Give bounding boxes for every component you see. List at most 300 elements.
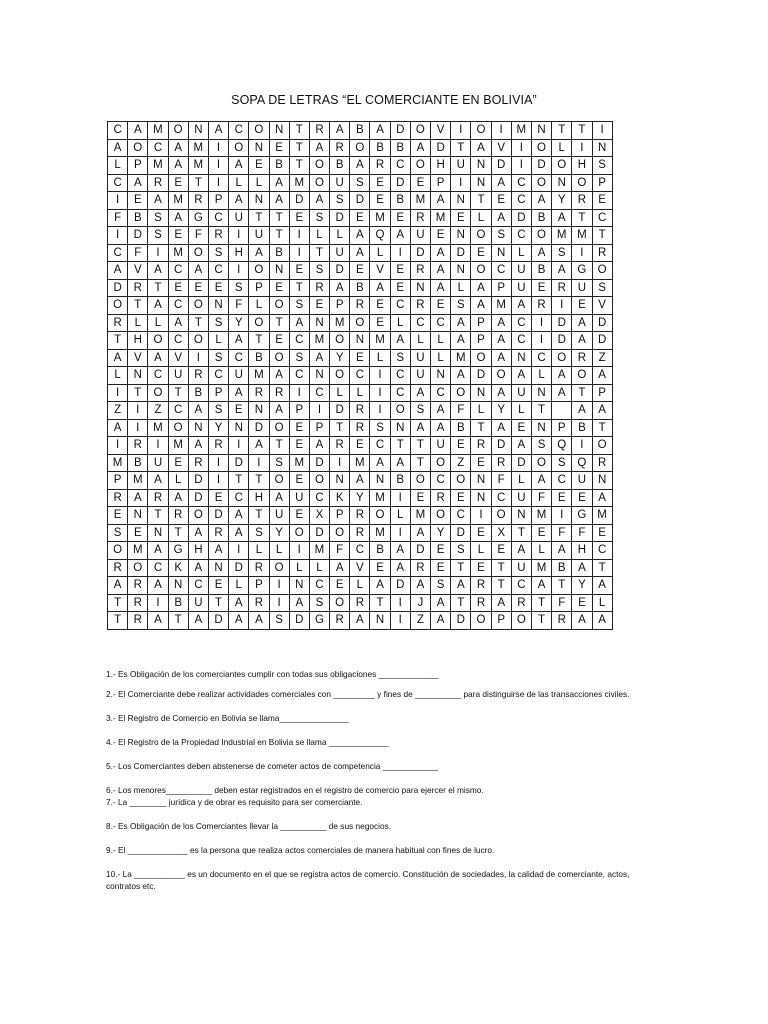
grid-cell: C [431, 314, 451, 332]
grid-cell: Z [148, 402, 168, 420]
grid-cell: A [148, 612, 168, 630]
grid-cell: P [128, 157, 148, 175]
question-item: 3.- El Registro de Comercio en Bolivia se llama_______________ [106, 713, 349, 723]
grid-cell: U [410, 367, 430, 385]
grid-cell: I [289, 384, 309, 402]
grid-cell: Z [451, 454, 471, 472]
grid-cell: S [531, 437, 551, 455]
grid-cell: T [108, 612, 128, 630]
grid-cell: M [128, 472, 148, 490]
grid-cell: C [350, 542, 370, 560]
grid-cell: S [108, 524, 128, 542]
grid-cell: I [451, 174, 471, 192]
grid-cell: O [289, 524, 309, 542]
grid-row [108, 594, 613, 612]
grid-cell: A [431, 279, 451, 297]
grid-cell: S [289, 349, 309, 367]
grid-cell: A [269, 367, 289, 385]
grid-cell: T [188, 174, 208, 192]
grid-cell: Y [431, 524, 451, 542]
grid-cell: T [572, 209, 592, 227]
grid-cell: A [229, 612, 249, 630]
grid-cell: S [208, 314, 228, 332]
grid-cell: F [108, 209, 128, 227]
grid-cell: R [208, 437, 228, 455]
grid-cell: B [168, 594, 188, 612]
grid-cell: I [309, 402, 329, 420]
grid-cell: C [108, 244, 128, 262]
grid-cell: O [451, 384, 471, 402]
grid-cell: A [572, 612, 592, 630]
grid-cell: L [309, 227, 329, 245]
grid-cell: E [491, 542, 511, 560]
grid-row [108, 507, 613, 525]
grid-cell: D [390, 577, 410, 595]
grid-cell: O [269, 472, 289, 490]
grid-cell: T [531, 402, 551, 420]
grid-cell: E [592, 192, 612, 210]
grid-cell: R [108, 489, 128, 507]
grid-cell: U [289, 489, 309, 507]
grid-cell: P [249, 279, 269, 297]
grid-cell: C [370, 437, 390, 455]
grid-cell: S [249, 524, 269, 542]
grid-cell: U [330, 244, 350, 262]
grid-cell: A [148, 349, 168, 367]
grid-cell: N [531, 122, 551, 140]
grid-cell: L [511, 472, 531, 490]
grid-cell: S [370, 419, 390, 437]
grid-cell: D [330, 262, 350, 280]
grid-cell: T [168, 612, 188, 630]
question-item: 4.- El Registro de la Propiedad Industrial en Bolivia se llama _____________ [106, 737, 389, 747]
grid-cell: M [370, 524, 390, 542]
grid-cell: T [269, 209, 289, 227]
grid-cell: I [552, 507, 572, 525]
grid-cell: M [128, 542, 148, 560]
grid-cell: C [390, 157, 410, 175]
grid-row [108, 174, 613, 192]
grid-cell: O [531, 139, 551, 157]
grid-cell: O [471, 349, 491, 367]
grid-cell: I [511, 139, 531, 157]
grid-cell: E [249, 157, 269, 175]
grid-cell: S [208, 402, 228, 420]
grid-cell: I [390, 489, 410, 507]
grid-cell: L [370, 349, 390, 367]
grid-cell: A [330, 122, 350, 140]
grid-cell: A [350, 244, 370, 262]
grid-cell: A [410, 384, 430, 402]
grid-cell: V [128, 262, 148, 280]
grid-cell: A [431, 402, 451, 420]
grid-cell: I [208, 454, 228, 472]
grid-cell: E [410, 489, 430, 507]
grid-cell: B [552, 559, 572, 577]
grid-cell: X [491, 524, 511, 542]
grid-cell: C [431, 384, 451, 402]
grid-cell: Z [410, 612, 430, 630]
grid-cell: I [229, 262, 249, 280]
grid-cell: E [289, 209, 309, 227]
grid-cell: A [572, 559, 592, 577]
grid-cell: R [128, 577, 148, 595]
grid-cell: E [511, 419, 531, 437]
grid-cell: E [289, 437, 309, 455]
grid-cell: L [511, 402, 531, 420]
grid-cell: T [471, 192, 491, 210]
grid-cell: A [128, 489, 148, 507]
grid-cell: R [350, 419, 370, 437]
grid-cell: E [350, 349, 370, 367]
grid-cell: L [431, 332, 451, 350]
grid-cell: P [552, 419, 572, 437]
grid-cell: A [410, 524, 430, 542]
grid-cell: I [390, 244, 410, 262]
grid-cell: M [168, 437, 188, 455]
grid-cell: F [229, 297, 249, 315]
grid-cell: M [148, 122, 168, 140]
grid-cell: U [229, 209, 249, 227]
grid-cell: A [188, 402, 208, 420]
grid-cell: L [511, 244, 531, 262]
grid-cell: A [168, 157, 188, 175]
grid-cell: B [330, 157, 350, 175]
grid-cell: T [108, 594, 128, 612]
grid-cell: U [330, 174, 350, 192]
grid-cell: O [330, 524, 350, 542]
grid-cell: D [511, 209, 531, 227]
grid-cell: O [410, 472, 430, 490]
grid-cell: T [269, 314, 289, 332]
grid-cell: E [128, 192, 148, 210]
grid-row [108, 122, 613, 140]
questions-list [106, 668, 662, 892]
grid-cell: A [471, 139, 491, 157]
grid-cell: M [188, 139, 208, 157]
grid-cell: C [229, 489, 249, 507]
grid-cell: A [431, 612, 451, 630]
grid-cell: I [390, 612, 410, 630]
grid-cell: V [592, 297, 612, 315]
grid-cell: N [370, 612, 390, 630]
grid-cell: R [552, 279, 572, 297]
grid-cell: A [592, 367, 612, 385]
grid-cell: T [269, 437, 289, 455]
grid-cell: I [370, 402, 390, 420]
grid-cell: R [350, 297, 370, 315]
grid-cell: I [269, 577, 289, 595]
grid-cell: E [531, 524, 551, 542]
grid-cell: L [249, 174, 269, 192]
grid-cell: U [431, 437, 451, 455]
grid-cell: A [229, 507, 249, 525]
grid-cell: B [269, 244, 289, 262]
grid-cell: M [370, 489, 390, 507]
grid-cell: U [410, 227, 430, 245]
grid-cell: N [511, 349, 531, 367]
grid-cell: A [249, 612, 269, 630]
grid-cell: I [531, 332, 551, 350]
grid-cell: K [330, 489, 350, 507]
grid-cell: N [188, 122, 208, 140]
grid-cell: T [451, 139, 471, 157]
grid-cell: N [289, 577, 309, 595]
grid-cell: C [511, 577, 531, 595]
grid-cell: H [229, 244, 249, 262]
grid-cell: M [531, 507, 551, 525]
grid-cell: N [471, 384, 491, 402]
grid-cell: T [148, 279, 168, 297]
grid-cell: D [208, 612, 228, 630]
grid-cell: T [249, 507, 269, 525]
grid-cell: M [451, 349, 471, 367]
grid-cell: V [431, 122, 451, 140]
grid-cell: B [451, 419, 471, 437]
grid-cell: E [390, 279, 410, 297]
grid-cell: E [269, 139, 289, 157]
grid-cell: R [471, 437, 491, 455]
grid-cell: L [229, 174, 249, 192]
grid-cell: A [592, 489, 612, 507]
grid-cell: E [108, 507, 128, 525]
grid-cell: L [471, 402, 491, 420]
grid-cell: E [289, 262, 309, 280]
grid-cell: N [208, 559, 228, 577]
grid-cell: E [471, 454, 491, 472]
grid-cell: S [592, 157, 612, 175]
grid-cell: L [330, 227, 350, 245]
grid-cell: M [249, 367, 269, 385]
grid-cell: O [471, 262, 491, 280]
grid-cell: D [350, 192, 370, 210]
grid-cell: E [370, 192, 390, 210]
grid-cell: A [390, 542, 410, 560]
grid-cell: I [552, 297, 572, 315]
grid-cell: I [208, 157, 228, 175]
grid-cell: I [511, 157, 531, 175]
grid-cell: L [390, 507, 410, 525]
grid-cell: N [451, 192, 471, 210]
grid-cell: N [531, 384, 551, 402]
grid-cell: D [451, 244, 471, 262]
grid-cell: U [451, 157, 471, 175]
grid-cell: C [491, 262, 511, 280]
grid-cell: E [572, 297, 592, 315]
grid-cell: C [410, 314, 430, 332]
grid-cell: U [572, 279, 592, 297]
grid-cell: P [309, 419, 329, 437]
grid-row [108, 209, 613, 227]
grid-cell: P [431, 174, 451, 192]
grid-cell: D [592, 314, 612, 332]
grid-cell: A [491, 349, 511, 367]
grid-cell: E [471, 559, 491, 577]
grid-cell: E [471, 244, 491, 262]
grid-cell: M [350, 454, 370, 472]
grid-cell: T [249, 472, 269, 490]
grid-cell: E [451, 489, 471, 507]
grid-cell: A [128, 122, 148, 140]
grid-cell: E [350, 437, 370, 455]
grid-row [108, 542, 613, 560]
grid-cell: A [592, 577, 612, 595]
grid-cell: A [370, 279, 390, 297]
grid-cell: I [249, 454, 269, 472]
grid-row [108, 612, 613, 630]
grid-cell: A [148, 542, 168, 560]
grid-cell: C [309, 577, 329, 595]
grid-cell: O [128, 559, 148, 577]
grid-cell: P [592, 384, 612, 402]
grid-cell: R [128, 437, 148, 455]
grid-cell: L [269, 542, 289, 560]
grid-cell: O [148, 332, 168, 350]
grid-cell: D [552, 314, 572, 332]
grid-cell: H [431, 157, 451, 175]
grid-cell: E [330, 577, 350, 595]
grid-cell: R [350, 594, 370, 612]
grid-cell: I [128, 402, 148, 420]
grid-cell: O [188, 244, 208, 262]
grid-cell: M [431, 209, 451, 227]
grid-cell: A [309, 437, 329, 455]
grid-cell: Q [572, 454, 592, 472]
grid-cell: N [431, 367, 451, 385]
grid-cell: I [269, 594, 289, 612]
grid-cell: M [309, 332, 329, 350]
grid-cell: A [431, 419, 451, 437]
grid-cell: H [572, 542, 592, 560]
grid-cell: T [410, 454, 430, 472]
grid-row [108, 559, 613, 577]
grid-cell: A [511, 437, 531, 455]
grid-cell: I [108, 437, 128, 455]
grid-cell: D [531, 157, 551, 175]
grid-cell: P [330, 507, 350, 525]
grid-cell: L [552, 139, 572, 157]
grid-cell: L [128, 314, 148, 332]
grid-cell: L [370, 244, 390, 262]
grid-cell: Q [370, 227, 390, 245]
grid-cell: N [168, 577, 188, 595]
grid-cell: A [108, 139, 128, 157]
grid-cell: C [511, 227, 531, 245]
grid-cell: R [431, 489, 451, 507]
grid-cell: R [249, 559, 269, 577]
grid-cell: A [289, 594, 309, 612]
grid-cell: R [269, 384, 289, 402]
grid-cell: A [208, 122, 228, 140]
grid-cell: T [208, 594, 228, 612]
grid-cell: F [451, 402, 471, 420]
grid-cell: S [289, 297, 309, 315]
grid-cell: L [431, 349, 451, 367]
grid-cell: C [108, 174, 128, 192]
grid-cell: N [249, 192, 269, 210]
grid-cell: B [269, 157, 289, 175]
grid-cell: A [552, 384, 572, 402]
grid-cell: U [511, 279, 531, 297]
grid-cell: C [531, 349, 551, 367]
grid-cell: U [511, 559, 531, 577]
grid-cell: E [370, 174, 390, 192]
grid-cell: C [511, 314, 531, 332]
grid-cell: T [249, 332, 269, 350]
grid-cell: D [188, 472, 208, 490]
grid-cell: P [249, 577, 269, 595]
grid-cell: G [309, 612, 329, 630]
grid-cell: T [410, 437, 430, 455]
grid-cell: L [410, 332, 430, 350]
grid-cell: T [491, 559, 511, 577]
grid-cell: E [431, 542, 451, 560]
grid-cell: N [390, 419, 410, 437]
grid-cell: A [350, 612, 370, 630]
grid-cell: E [350, 262, 370, 280]
grid-cell: C [390, 367, 410, 385]
grid-cell: A [148, 577, 168, 595]
page-title: SOPA DE LETRAS “EL COMERCIANTE EN BOLIVIA” [231, 93, 537, 107]
grid-cell: E [168, 454, 188, 472]
grid-cell: U [188, 594, 208, 612]
grid-cell: E [491, 192, 511, 210]
grid-cell: C [168, 332, 188, 350]
grid-cell: O [531, 454, 551, 472]
grid-cell: B [572, 419, 592, 437]
grid-cell: R [471, 577, 491, 595]
grid-cell: R [309, 279, 329, 297]
grid-cell: A [370, 122, 390, 140]
grid-cell: I [208, 472, 228, 490]
grid-cell: I [390, 594, 410, 612]
grid-cell: E [289, 419, 309, 437]
grid-cell: D [431, 139, 451, 157]
grid-row [108, 192, 613, 210]
grid-cell: D [229, 559, 249, 577]
grid-cell: A [309, 349, 329, 367]
grid-cell: A [168, 209, 188, 227]
grid-cell: P [108, 472, 128, 490]
grid-cell: O [552, 157, 572, 175]
grid-cell: B [188, 384, 208, 402]
grid-cell: A [229, 157, 249, 175]
grid-cell: L [531, 542, 551, 560]
grid-row [108, 489, 613, 507]
grid-cell: O [309, 157, 329, 175]
grid-cell: D [390, 174, 410, 192]
grid-cell: S [431, 577, 451, 595]
grid-cell: H [188, 542, 208, 560]
grid-cell: T [451, 559, 471, 577]
grid-cell: N [309, 314, 329, 332]
grid-row [108, 332, 613, 350]
grid-cell: O [309, 174, 329, 192]
grid-cell: A [431, 192, 451, 210]
grid-cell: D [249, 419, 269, 437]
grid-cell: A [511, 297, 531, 315]
grid-cell: V [350, 559, 370, 577]
grid-cell: I [370, 367, 390, 385]
grid-cell: Q [552, 437, 572, 455]
grid-cell: O [592, 437, 612, 455]
grid-cell: R [572, 349, 592, 367]
grid-cell: A [148, 472, 168, 490]
grid-cell: C [168, 262, 188, 280]
grid-cell: R [350, 524, 370, 542]
grid-cell: Z [108, 402, 128, 420]
grid-cell: U [572, 472, 592, 490]
